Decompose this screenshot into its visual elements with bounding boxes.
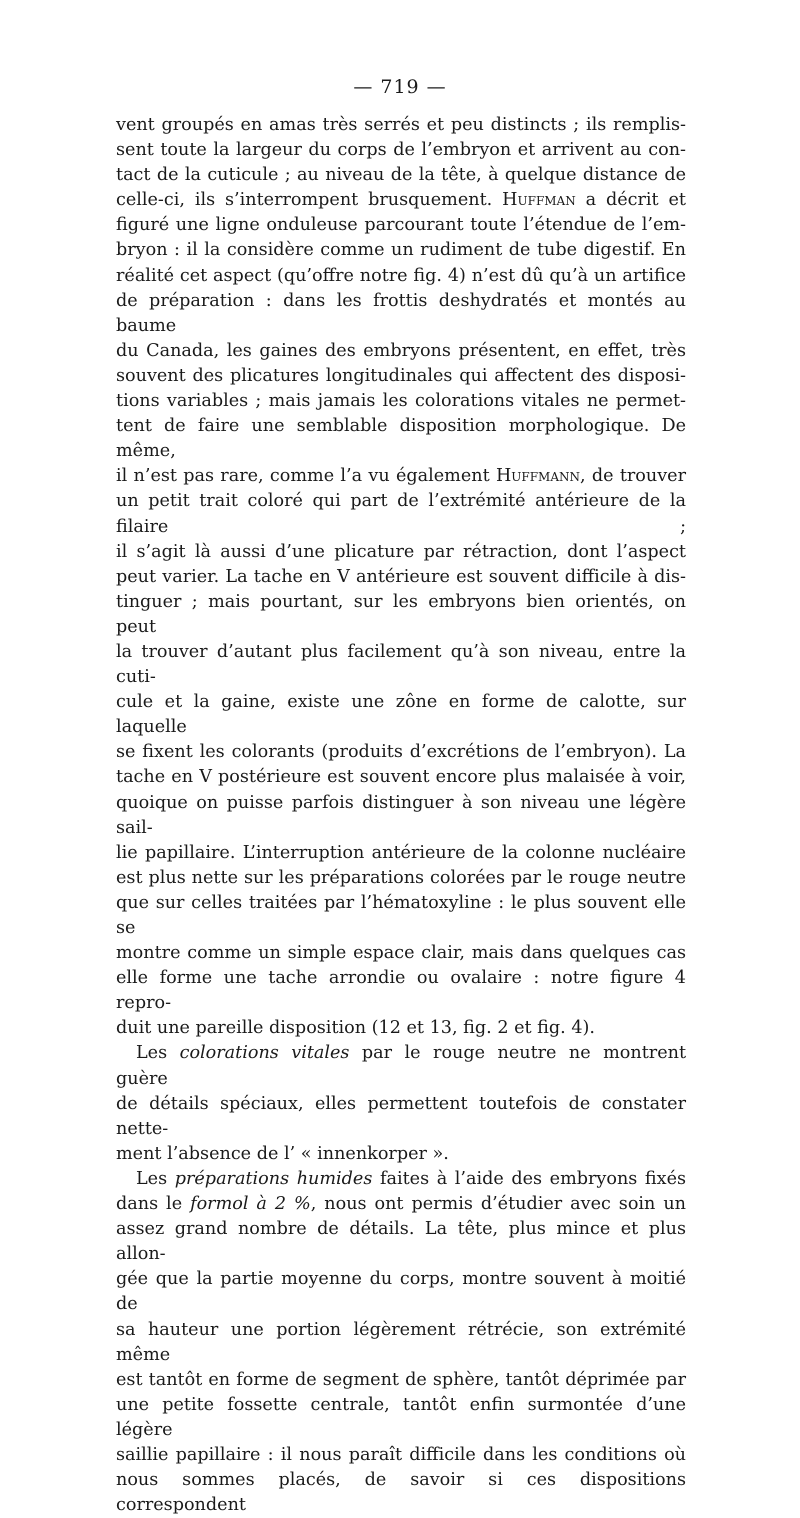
text-span: Les [136, 1168, 175, 1189]
text-line: ment l’absence de l’ « innenkorper ». [116, 1143, 449, 1164]
text-line: sent toute la largeur du corps de l’embryon et arrivent au con- [116, 140, 686, 161]
text-span: , de trouver [580, 466, 686, 487]
text-span: celle-ci, ils s’interrompent brusquement. [116, 190, 503, 211]
italic-term: colorations vitales [179, 1043, 350, 1064]
text-line: est plus nette sur les préparations colorées par le rouge neutre [116, 867, 686, 888]
text-span: , nous ont permis d’étudier avec soin un [310, 1194, 686, 1215]
text-line [116, 464, 686, 489]
text-line: que sur celles traitées par l’hématoxyline : le plus souvent elle se [116, 892, 686, 938]
text-line [116, 1192, 686, 1217]
text-line: tions variables ; mais jamais les colorations vitales ne permet- [116, 391, 686, 412]
text-line [116, 188, 686, 213]
text-span: dans le [116, 1194, 191, 1215]
text-line: gée que la partie moyenne du corps, montre souvent à moitié de [116, 1269, 686, 1315]
author-name: Huffman [502, 190, 576, 211]
page-number: — 719 — [353, 76, 447, 98]
text-line: la trouver d’autant plus facilement qu’à son niveau, entre la cuti- [116, 641, 686, 688]
text-line: tinguer ; mais pourtant, sur les embryons bien orientés, on peut [116, 591, 686, 637]
text-line: duit une pareille disposition (12 et 13, fig. 2 et fig. 4). [116, 1018, 596, 1039]
author-name: Huffmann [495, 466, 580, 487]
text-line: saillie papillaire : il nous paraît difficile dans les conditions où [116, 1444, 686, 1465]
text-line: tent de faire une semblable disposition morphologique. De même, [116, 416, 686, 462]
text-line: lie papillaire. L’interruption antérieure de la colonne nucléaire [116, 842, 686, 863]
text-line: se fixent les colorants (produits d’excrétions de l’embryon). La [116, 742, 686, 763]
text-line: figuré une ligne onduleuse parcourant toute l’étendue de l’em- [116, 215, 686, 236]
text-line [116, 1041, 686, 1091]
text-line: cule et la gaine, existe une zône en forme de calotte, sur laquelle [116, 692, 686, 738]
text-line: elle forme une tache arrondie ou ovalaire : notre figure 4 repro- [116, 968, 686, 1014]
text-line: bryon : il la considère comme un rudiment de tube digestif. En [116, 240, 686, 261]
text-line: quoique on puisse parfois distinguer à son niveau une légère sail- [116, 792, 686, 838]
text-span: faites à l’aide des embryons fixés [372, 1168, 687, 1189]
text-line: tact de la cuticule ; au niveau de la tête, à quelque distance de [116, 165, 686, 186]
text-line: réalité cet aspect (qu’offre notre fig. 4) n’est dû qu’à un artifice [116, 265, 686, 286]
text-line [116, 1167, 686, 1192]
text-line: sa hauteur une portion légèrement rétrécie, son extrémité même [116, 1319, 686, 1365]
text-line: peut varier. La tache en V antérieure est souvent difficile à dis- [116, 566, 686, 587]
text-line: du Canada, les gaines des embryons présentent, en effet, très [116, 340, 686, 361]
italic-term: formol à 2 % [190, 1194, 311, 1215]
text-span: a décrit et [575, 190, 686, 211]
text-line: de détails spéciaux, elles permettent toutefois de constater nette- [116, 1093, 686, 1139]
text-line: il s’agit là aussi d’une plicature par rétraction, dont l’aspect [116, 541, 686, 562]
text-line: assez grand nombre de détails. La tête, plus mince et plus allon- [116, 1219, 686, 1265]
italic-term: préparations humides [174, 1168, 373, 1189]
text-line: montre comme un simple espace clair, mais dans quelques cas [116, 943, 686, 964]
body-text [116, 113, 686, 1518]
text-span: Les [136, 1043, 180, 1064]
text-line: tache en V postérieure est souvent encore plus malaisée à voir, [116, 767, 686, 788]
text-line: une petite fossette centrale, tantôt enfin surmontée d’une légère [116, 1394, 686, 1440]
text-line: nous sommes placés, de savoir si ces dispositions correspondent [116, 1470, 686, 1516]
text-line: est tantôt en forme de segment de sphère, tantôt déprimée par [116, 1369, 686, 1390]
text-line: un petit trait coloré qui part de l’extrémité antérieure de la filaire ; [116, 491, 686, 537]
text-span: il n’est pas rare, comme l’a vu également [116, 466, 496, 487]
text-span: par le rouge neutre ne montrent guère [116, 1043, 687, 1089]
text-line: souvent des plicatures longitudinales qui affectent des disposi- [116, 365, 686, 386]
text-line: vent groupés en amas très serrés et peu distincts ; ils remplis- [116, 115, 686, 135]
text-line: de préparation : dans les frottis deshydratés et montés au baume [116, 290, 686, 336]
